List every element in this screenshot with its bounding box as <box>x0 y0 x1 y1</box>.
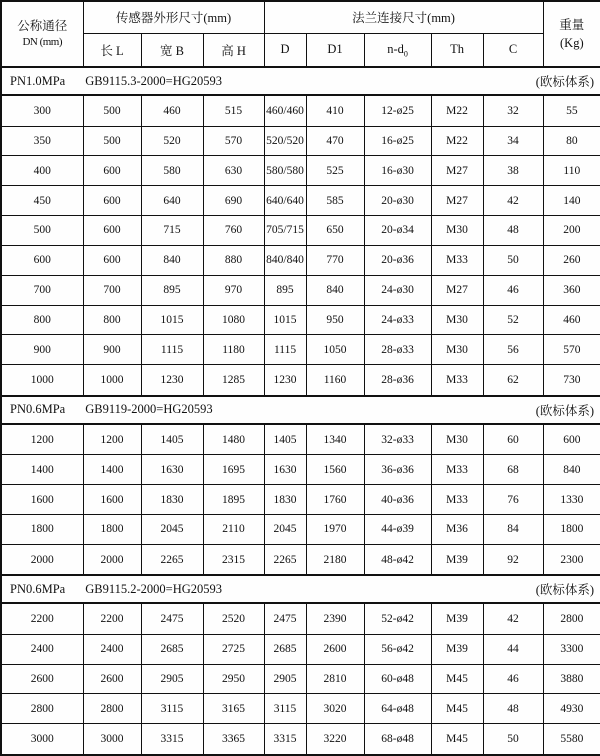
cell: 20-ø36 <box>364 245 431 275</box>
cell: 2800 <box>83 694 141 724</box>
cell: 360 <box>543 275 600 305</box>
table-row <box>1 305 600 335</box>
table-row <box>1 544 600 575</box>
cell: 2905 <box>264 664 306 694</box>
section-header-row <box>1 396 600 424</box>
cell: 3880 <box>543 664 600 694</box>
table-row <box>1 275 600 305</box>
cell: 42 <box>483 186 543 216</box>
cell: 3315 <box>264 724 306 755</box>
table-row <box>1 365 600 396</box>
cell: 44-ø39 <box>364 514 431 544</box>
cell: 600 <box>83 156 141 186</box>
cell: 600 <box>1 245 83 275</box>
cell: 460 <box>543 305 600 335</box>
cell: 1405 <box>264 424 306 455</box>
cell: 52-ø42 <box>364 603 431 634</box>
cell: 520/520 <box>264 126 306 156</box>
cell: 48 <box>483 694 543 724</box>
col-header-length-l: 长 L <box>83 33 141 67</box>
cell: 50 <box>483 724 543 755</box>
cell: 690 <box>203 186 264 216</box>
cell: 1015 <box>141 305 203 335</box>
col-header-th: Th <box>431 33 483 67</box>
cell: 140 <box>543 186 600 216</box>
table-row <box>1 514 600 544</box>
cell: 3365 <box>203 724 264 755</box>
dn-unit-label: DN (mm) <box>22 36 63 49</box>
cell: 2000 <box>1 544 83 575</box>
cell: 730 <box>543 365 600 396</box>
cell: 1000 <box>1 365 83 396</box>
cell: 28-ø36 <box>364 365 431 396</box>
header-row-groups <box>1 1 600 33</box>
cell: 970 <box>203 275 264 305</box>
cell: 2475 <box>264 603 306 634</box>
cell: 48-ø42 <box>364 544 431 575</box>
table-row <box>1 694 600 724</box>
cell: 3165 <box>203 694 264 724</box>
table-row <box>1 455 600 485</box>
table-row <box>1 724 600 755</box>
cell: 56-ø42 <box>364 634 431 664</box>
cell: 410 <box>306 95 364 126</box>
cell: 895 <box>141 275 203 305</box>
cell: 110 <box>543 156 600 186</box>
cell: 2265 <box>264 544 306 575</box>
cell: 1405 <box>141 424 203 455</box>
cell: 2045 <box>141 514 203 544</box>
col-header-n-d0: $n-d_0$ <box>364 33 431 67</box>
cell: 950 <box>306 305 364 335</box>
cell: 2905 <box>141 664 203 694</box>
cell: 3020 <box>306 694 364 724</box>
table-row <box>1 245 600 275</box>
pressure-rating-label: PN0.6MPa <box>10 581 66 596</box>
col-group-sensor-dimensions: 传感器外形尺寸(mm) <box>83 1 264 33</box>
cell: 200 <box>543 216 600 246</box>
cell: 1015 <box>264 305 306 335</box>
cell: 62 <box>483 365 543 396</box>
col-header-d: D <box>264 33 306 67</box>
cell: 580/580 <box>264 156 306 186</box>
table-row <box>1 156 600 186</box>
cell: 2400 <box>1 634 83 664</box>
cell: 500 <box>1 216 83 246</box>
cell: M30 <box>431 216 483 246</box>
standard-code-label: GB9119-2000=HG20593 <box>85 402 213 417</box>
cell: 600 <box>543 424 600 455</box>
cell: 2180 <box>306 544 364 575</box>
cell: 1830 <box>141 485 203 515</box>
cell: 2725 <box>203 634 264 664</box>
cell: 570 <box>203 126 264 156</box>
cell: 1400 <box>1 455 83 485</box>
cell: 2950 <box>203 664 264 694</box>
cell: 700 <box>83 275 141 305</box>
cell: 1330 <box>543 485 600 515</box>
cell: 1080 <box>203 305 264 335</box>
pressure-rating-label: PN0.6MPa <box>10 402 66 417</box>
cell: 1200 <box>1 424 83 455</box>
cell: 1630 <box>264 455 306 485</box>
cell: 650 <box>306 216 364 246</box>
table-row <box>1 216 600 246</box>
cell: 16-ø25 <box>364 126 431 156</box>
cell: 1830 <box>264 485 306 515</box>
cell: 2685 <box>141 634 203 664</box>
cell: 585 <box>306 186 364 216</box>
cell: M45 <box>431 664 483 694</box>
cell: 770 <box>306 245 364 275</box>
cell: 2600 <box>306 634 364 664</box>
cell: 580 <box>141 156 203 186</box>
cell: 895 <box>264 275 306 305</box>
cell: 1160 <box>306 365 364 396</box>
cell: 2600 <box>1 664 83 694</box>
cell: 34 <box>483 126 543 156</box>
cell: 20-ø30 <box>364 186 431 216</box>
cell: 38 <box>483 156 543 186</box>
table-row <box>1 126 600 156</box>
cell: 450 <box>1 186 83 216</box>
cell: 50 <box>483 245 543 275</box>
cell: M33 <box>431 455 483 485</box>
cell: 2390 <box>306 603 364 634</box>
cell: 40-ø36 <box>364 485 431 515</box>
cell: 2400 <box>83 634 141 664</box>
cell: 880 <box>203 245 264 275</box>
cell: 1180 <box>203 335 264 365</box>
cell: 60 <box>483 424 543 455</box>
cell: 520 <box>141 126 203 156</box>
cell: M30 <box>431 305 483 335</box>
cell: 46 <box>483 275 543 305</box>
cell: 630 <box>203 156 264 186</box>
cell: 1800 <box>1 514 83 544</box>
cell: 1050 <box>306 335 364 365</box>
cell: 760 <box>203 216 264 246</box>
cell: 1000 <box>83 365 141 396</box>
table-row <box>1 186 600 216</box>
standard-system-note: (欧标体系) <box>535 583 595 598</box>
cell: 92 <box>483 544 543 575</box>
cell: 5580 <box>543 724 600 755</box>
cell: M27 <box>431 156 483 186</box>
header-row-columns <box>1 33 600 67</box>
section-header-cell <box>1 575 600 603</box>
cell: M22 <box>431 126 483 156</box>
cell: 800 <box>1 305 83 335</box>
cell: M30 <box>431 335 483 365</box>
cell: 350 <box>1 126 83 156</box>
col-header-c: C <box>483 33 543 67</box>
cell: 3115 <box>141 694 203 724</box>
cell: 1560 <box>306 455 364 485</box>
cell: 900 <box>1 335 83 365</box>
cell: 3315 <box>141 724 203 755</box>
cell: 260 <box>543 245 600 275</box>
col-group-flange-dimensions: 法兰连接尺寸(mm) <box>264 1 543 33</box>
cell: M39 <box>431 634 483 664</box>
cell: 1230 <box>264 365 306 396</box>
cell: 600 <box>83 216 141 246</box>
table-row <box>1 485 600 515</box>
cell: 460 <box>141 95 203 126</box>
cell: 1115 <box>264 335 306 365</box>
cell: 1400 <box>83 455 141 485</box>
cell: 840 <box>306 275 364 305</box>
cell: 300 <box>1 95 83 126</box>
cell: 56 <box>483 335 543 365</box>
cell: 2200 <box>1 603 83 634</box>
cell: M39 <box>431 544 483 575</box>
cell: 2800 <box>543 603 600 634</box>
cell: 3000 <box>83 724 141 755</box>
cell: 2265 <box>141 544 203 575</box>
cell: M22 <box>431 95 483 126</box>
cell: 2110 <box>203 514 264 544</box>
cell: 2300 <box>543 544 600 575</box>
cell: 44 <box>483 634 543 664</box>
cell: 84 <box>483 514 543 544</box>
section-header-row <box>1 575 600 603</box>
cell: 2475 <box>141 603 203 634</box>
cell: 715 <box>141 216 203 246</box>
table-row <box>1 335 600 365</box>
cell: 840/840 <box>264 245 306 275</box>
cell: 640 <box>141 186 203 216</box>
cell: 3115 <box>264 694 306 724</box>
cell: 32 <box>483 95 543 126</box>
cell: M30 <box>431 424 483 455</box>
cell: 76 <box>483 485 543 515</box>
cell: 1800 <box>543 514 600 544</box>
cell: 1630 <box>141 455 203 485</box>
cell: 4930 <box>543 694 600 724</box>
cell: 16-ø30 <box>364 156 431 186</box>
section-header-row <box>1 67 600 95</box>
cell: 46 <box>483 664 543 694</box>
col-header-weight <box>543 1 600 67</box>
standard-system-note: (欧标体系) <box>535 75 595 89</box>
cell: 2520 <box>203 603 264 634</box>
cell: 48 <box>483 216 543 246</box>
cell: 24-ø30 <box>364 275 431 305</box>
dn-label: 公称通径 <box>17 18 68 33</box>
cell: 1800 <box>83 514 141 544</box>
cell: 68 <box>483 455 543 485</box>
cell: 570 <box>543 335 600 365</box>
cell: 2045 <box>264 514 306 544</box>
cell: 1285 <box>203 365 264 396</box>
cell: 400 <box>1 156 83 186</box>
weight-unit-label: (Kg) <box>560 36 584 50</box>
standard-code-label: GB9115.3-2000=HG20593 <box>85 73 223 88</box>
cell: 600 <box>83 245 141 275</box>
cell: M27 <box>431 275 483 305</box>
cell: 3220 <box>306 724 364 755</box>
cell: M36 <box>431 514 483 544</box>
cell: 3300 <box>543 634 600 664</box>
cell: 2810 <box>306 664 364 694</box>
cell: 20-ø34 <box>364 216 431 246</box>
col-header-width-b: 宽 B <box>141 33 203 67</box>
cell: 80 <box>543 126 600 156</box>
cell: 1340 <box>306 424 364 455</box>
table-row <box>1 95 600 126</box>
table-row <box>1 634 600 664</box>
cell: 2800 <box>1 694 83 724</box>
cell: 640/640 <box>264 186 306 216</box>
col-header-d1: D1 <box>306 33 364 67</box>
cell: M27 <box>431 186 483 216</box>
cell: 515 <box>203 95 264 126</box>
cell: M33 <box>431 365 483 396</box>
cell: 500 <box>83 126 141 156</box>
cell: 3000 <box>1 724 83 755</box>
cell: 1895 <box>203 485 264 515</box>
cell: 1600 <box>83 485 141 515</box>
cell: 2200 <box>83 603 141 634</box>
cell: M33 <box>431 245 483 275</box>
cell: 705/715 <box>264 216 306 246</box>
cell: 1480 <box>203 424 264 455</box>
cell: 1230 <box>141 365 203 396</box>
weight-label: 重量 <box>559 17 585 32</box>
cell: 60-ø48 <box>364 664 431 694</box>
section-header-cell <box>1 396 600 424</box>
pressure-rating-label: PN1.0MPa <box>10 73 66 88</box>
section-header-cell <box>1 67 600 95</box>
cell: M45 <box>431 724 483 755</box>
table-row <box>1 603 600 634</box>
cell: M33 <box>431 485 483 515</box>
cell: 36-ø36 <box>364 455 431 485</box>
cell: 24-ø33 <box>364 305 431 335</box>
cell: 1600 <box>1 485 83 515</box>
cell: 1760 <box>306 485 364 515</box>
table-row <box>1 664 600 694</box>
cell: 800 <box>83 305 141 335</box>
cell: 2600 <box>83 664 141 694</box>
cell: 1695 <box>203 455 264 485</box>
cell: M45 <box>431 694 483 724</box>
cell: 12-ø25 <box>364 95 431 126</box>
cell: 1970 <box>306 514 364 544</box>
cell: 64-ø48 <box>364 694 431 724</box>
cell: 700 <box>1 275 83 305</box>
cell: 32-ø33 <box>364 424 431 455</box>
cell: 525 <box>306 156 364 186</box>
cell: 55 <box>543 95 600 126</box>
cell: 2000 <box>83 544 141 575</box>
cell: 2315 <box>203 544 264 575</box>
cell: 900 <box>83 335 141 365</box>
cell: 2685 <box>264 634 306 664</box>
col-header-height-h: 高 H <box>203 33 264 67</box>
table-row <box>1 424 600 455</box>
standard-system-note: (欧标体系) <box>535 403 595 418</box>
cell: 470 <box>306 126 364 156</box>
col-header-dn <box>1 1 83 67</box>
cell: 460/460 <box>264 95 306 126</box>
cell: 840 <box>543 455 600 485</box>
cell: M39 <box>431 603 483 634</box>
cell: 500 <box>83 95 141 126</box>
cell: 68-ø48 <box>364 724 431 755</box>
cell: 600 <box>83 186 141 216</box>
cell: 28-ø33 <box>364 335 431 365</box>
cell: 1200 <box>83 424 141 455</box>
cell: 52 <box>483 305 543 335</box>
cell: 42 <box>483 603 543 634</box>
cell: 1115 <box>141 335 203 365</box>
cell: 840 <box>141 245 203 275</box>
standard-code-label: GB9115.2-2000=HG20593 <box>85 581 223 596</box>
